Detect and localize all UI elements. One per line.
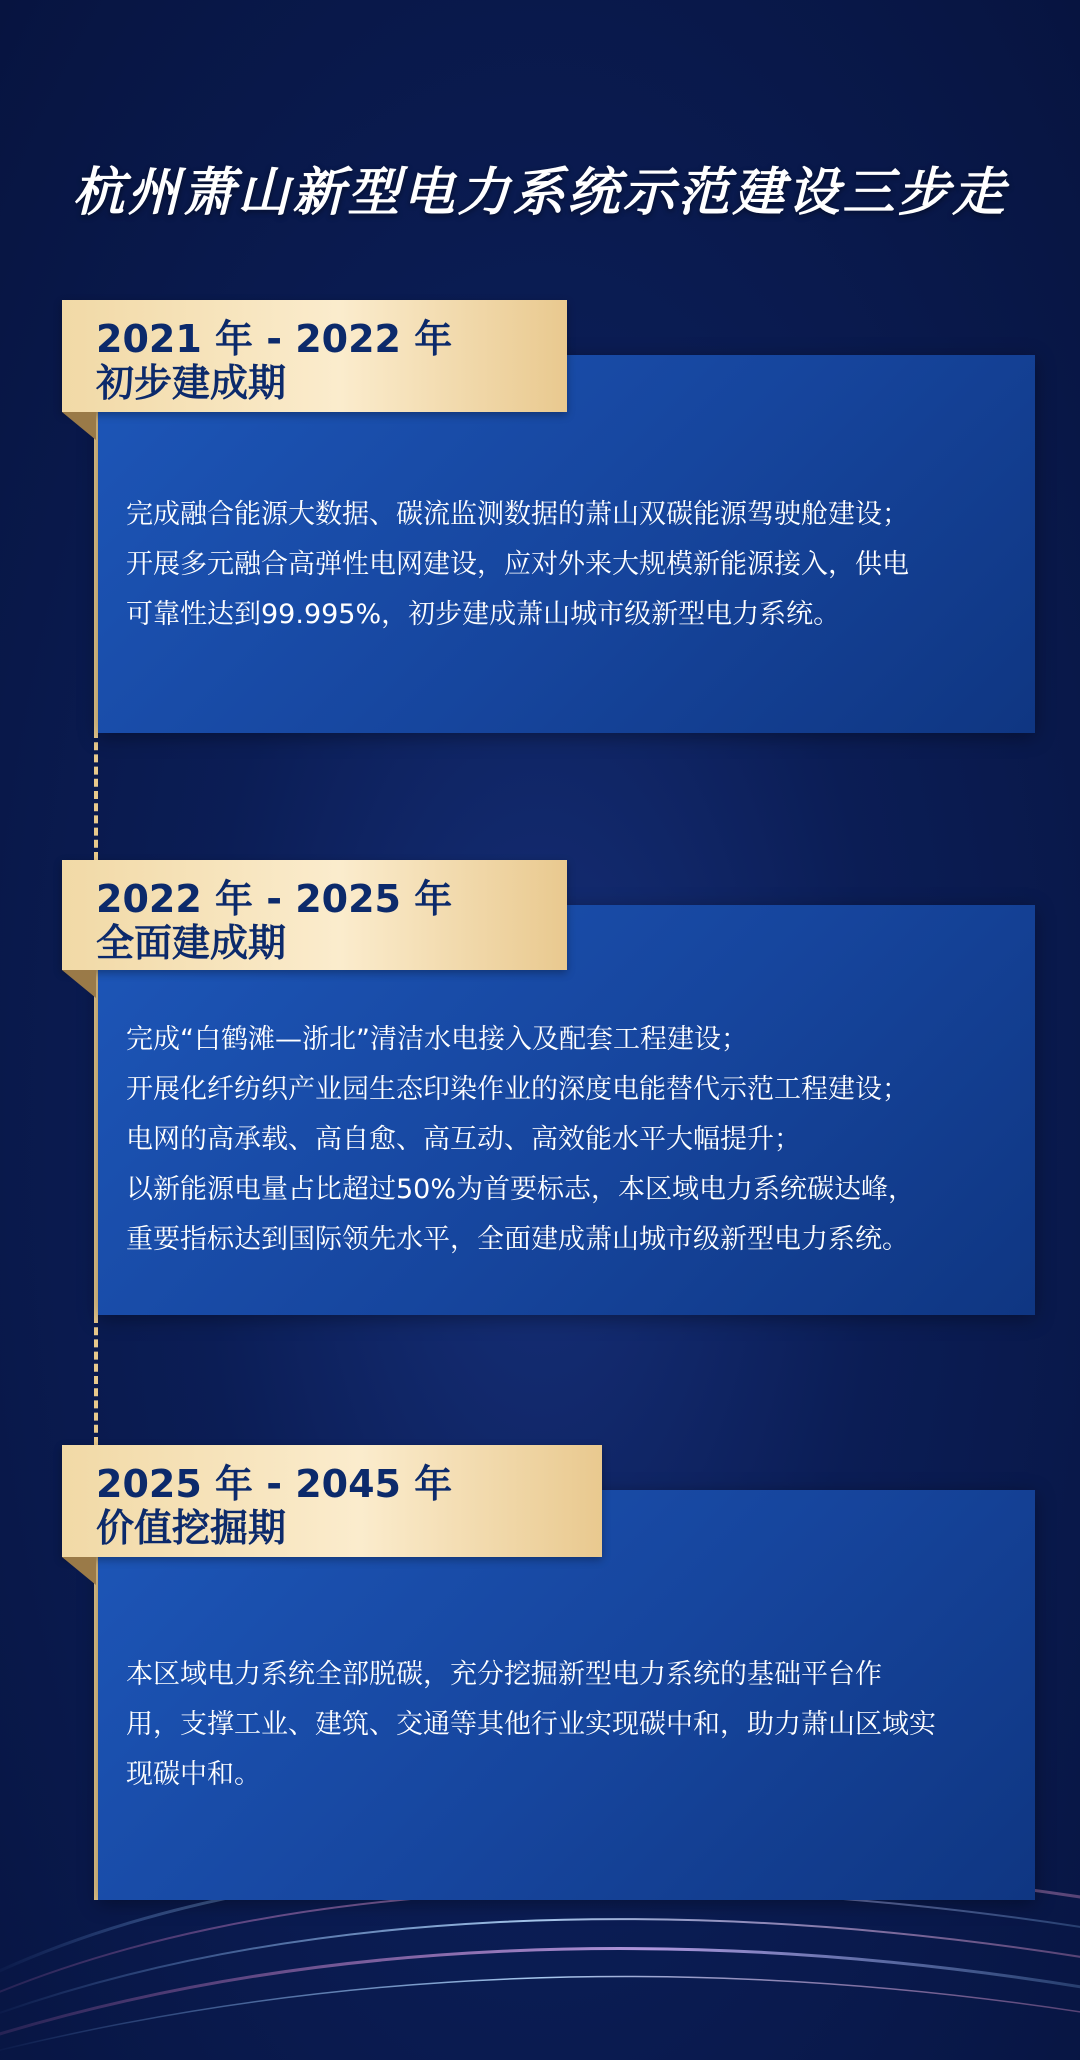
stage-years: 2021 年 - 2022 年 bbox=[96, 317, 453, 361]
description-line: 现碳中和。 bbox=[126, 1759, 261, 1790]
timeline-dash bbox=[94, 1315, 98, 1445]
description-line: 用，支撑工业、建筑、交通等其他行业实现碳中和，助力萧山区域实 bbox=[126, 1709, 936, 1740]
stage-phase: 价值挖掘期 bbox=[96, 1506, 287, 1550]
stage-phase: 全面建成期 bbox=[96, 921, 287, 965]
page-title: 杭州萧山新型电力系统示范建设三步走 bbox=[72, 163, 1008, 223]
stage-years: 2022 年 - 2025 年 bbox=[96, 877, 453, 921]
stage-description bbox=[126, 1650, 1005, 1800]
description-line: 完成“白鹤滩—浙北”清洁水电接入及配套工程建设； bbox=[126, 1024, 748, 1055]
description-line: 开展化纤纺织产业园生态印染作业的深度电能替代示范工程建设； bbox=[126, 1074, 909, 1105]
description-line: 完成融合能源大数据、碳流监测数据的萧山双碳能源驾驶舱建设； bbox=[126, 499, 909, 530]
stage-description bbox=[126, 1015, 1005, 1265]
tab-fold-decoration bbox=[62, 412, 96, 440]
description-line: 本区域电力系统全部脱碳，充分挖掘新型电力系统的基础平台作 bbox=[126, 1659, 882, 1690]
stage-tab bbox=[62, 860, 567, 970]
tab-fold-decoration bbox=[62, 970, 96, 998]
description-line: 以新能源电量占比超过50%为首要标志，本区域电力系统碳达峰， bbox=[126, 1174, 916, 1205]
timeline-dash bbox=[94, 730, 98, 860]
stage-years: 2025 年 - 2045 年 bbox=[96, 1462, 453, 1506]
description-line: 电网的高承载、高自愈、高互动、高效能水平大幅提升； bbox=[126, 1124, 801, 1155]
stage-phase: 初步建成期 bbox=[96, 361, 287, 405]
stage-description bbox=[126, 490, 1005, 640]
description-line: 重要指标达到国际领先水平，全面建成萧山城市级新型电力系统。 bbox=[126, 1224, 909, 1255]
stage-tab bbox=[62, 300, 567, 412]
description-line: 开展多元融合高弹性电网建设，应对外来大规模新能源接入，供电 bbox=[126, 549, 909, 580]
description-line: 可靠性达到99.995%，初步建成萧山城市级新型电力系统。 bbox=[126, 599, 841, 630]
tab-fold-decoration bbox=[62, 1557, 96, 1585]
stage-tab bbox=[62, 1445, 602, 1557]
